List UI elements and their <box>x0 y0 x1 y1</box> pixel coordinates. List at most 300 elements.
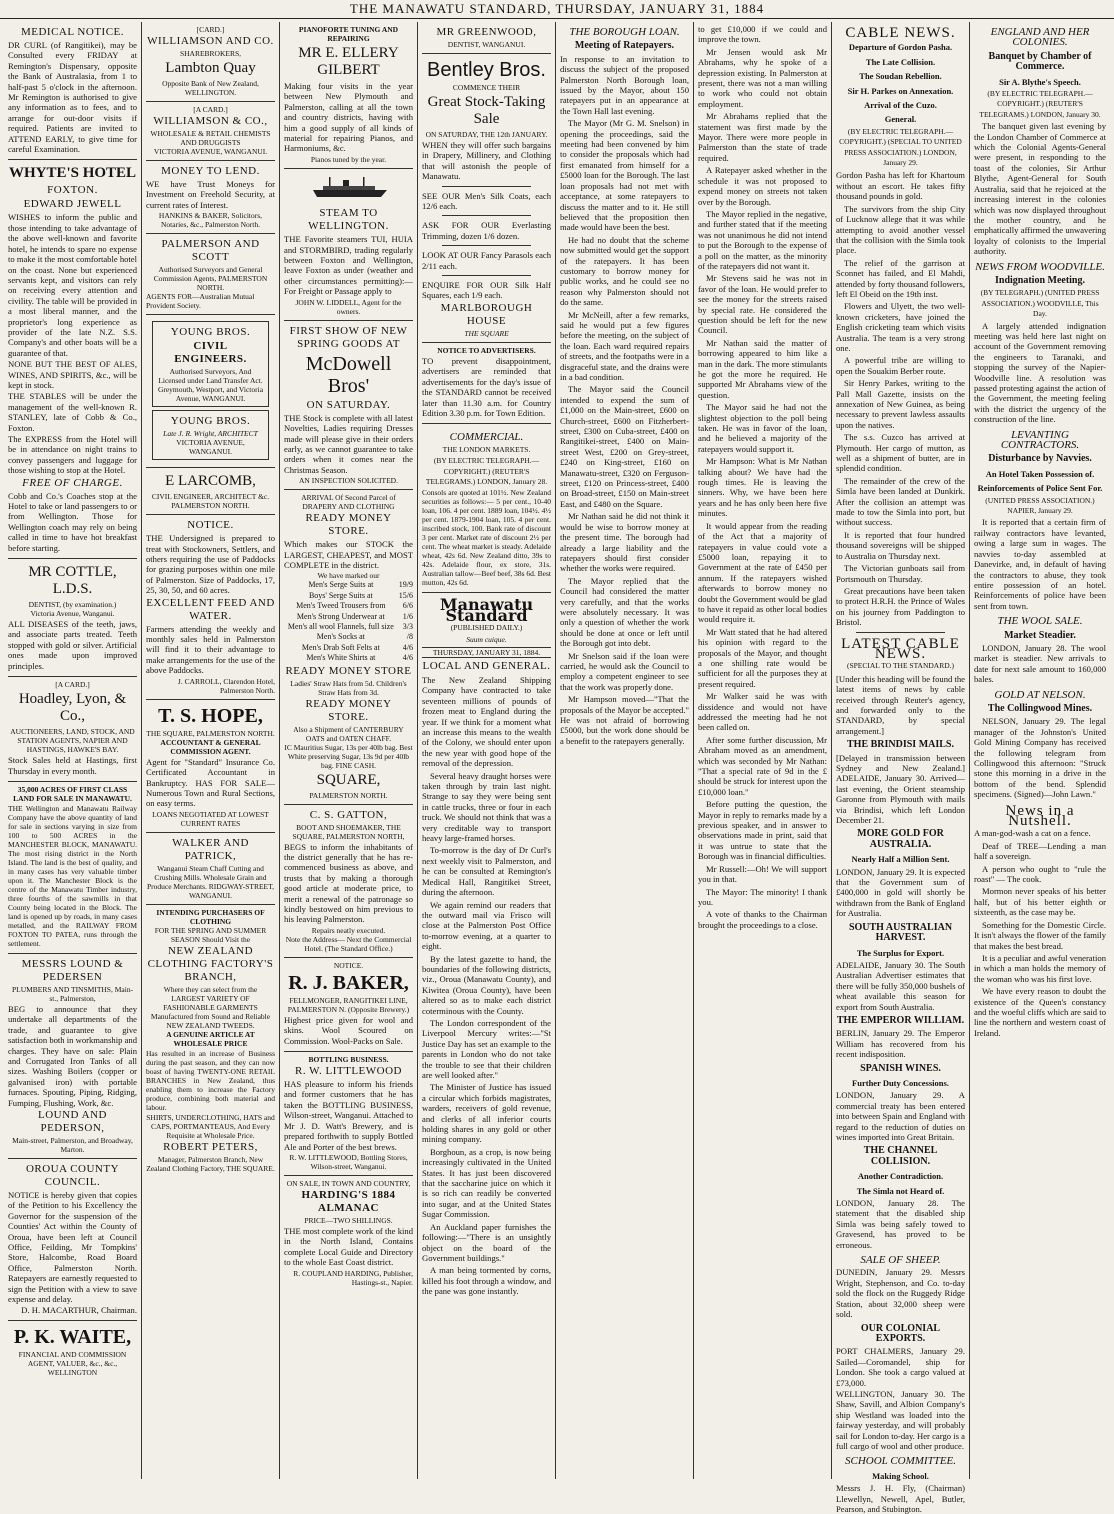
palmerson-name: PALMERSON AND SCOTT <box>161 238 260 264</box>
masthead: THE MANAWATU STANDARD, THURSDAY, JANUARY 31, 1884 <box>0 0 1114 19</box>
emperor-body: BERLIN, January 29. The Emperor William has recovered from his recent indisposition. <box>836 1028 965 1060</box>
piano-name: MR E. ELLERY GILBERT <box>298 45 399 78</box>
gatton-address: Note the Address— Next the Commercial Hotel. (The Standard Office.) <box>285 934 412 953</box>
exports-body-2: WELLINGTON, January 30. The Shaw, Savill, and Albion Company's ship Westland was loaded into the fairway yesterday, and will probably sail for London to-day. Her cargo is a full cargo of wool and other produce. <box>836 1388 965 1451</box>
ready-body: Which makes our STOCK the LARGEST, CHEAPEST, and MOST COMPLETE in the district. <box>284 539 413 570</box>
article-paragraph: In response to an invitation to discuss the subject of the proposed Palmerston North Borough loan, issued by the Mayor, about 150 ratepayers put in an appearance at the Town Hall last evening. <box>560 53 689 116</box>
cable-article <box>836 170 965 627</box>
local-heading: LOCAL AND GENERAL. <box>422 659 551 672</box>
piano-ad <box>284 22 413 169</box>
harding-sign: R. COUPLAND HARDING, Publisher, Hastings-st., Napier. <box>293 1268 413 1287</box>
banquet-heading: Banquet by Chamber of Commerce. <box>988 50 1092 73</box>
article-paragraph: Mr Hampson moved—"That the proposals of the Mayor be accepted." He was not afraid of borrowing £5000, but the work done should be a benefit to the ratepayers generally. <box>560 694 689 746</box>
channel-body: LONDON, January 28. The statement that the disabled ship Simla was being safely towed to Gravesend, has proved to be erroneous. <box>836 1198 965 1250</box>
woodville-by: (BY TELEGRAPH.) (UNITED PRESS ASSOCIATION.) WOODVILLE, This Day. <box>980 288 1100 319</box>
cable-paragraph: The relief of the garrison at Sconnet has failed, and El Mahdi, attended by forty thousand followers, left El Obeid on the 19th inst. <box>836 257 965 299</box>
mcdowell-saturday: ON SATURDAY. <box>306 398 391 411</box>
local-news-paragraph: The Minister of Justice has issued a circular which forbids magistrates, warders, receivers of gold revenue, and clerks of all inferior courts holding shares in any gold or other mining company. <box>422 1082 551 1145</box>
price-value: 15/6 <box>398 590 413 600</box>
navvies-heading: Disturbance by Navvies. <box>988 453 1092 465</box>
littlewood-sign: R. W. LITTLEWOOD, Bottling Stores, Wilson-street, Wanganui. <box>289 1152 408 1171</box>
bentley-ad <box>422 54 551 343</box>
gatton-ad <box>284 805 413 958</box>
article-paragraph: The Mayor replied in the negative, and further stated that if the meeting was not unanimous he did not intend to put the Borough to the expense of a poll on the matter, as the minority of the ratepayers did not want it. <box>698 208 827 271</box>
ad-heading: MEDICAL NOTICE. <box>20 26 125 38</box>
article-paragraph: Mr Walker said he was with dissidence and would not have addressed the meeting had he not been called on. <box>698 691 827 733</box>
cable-paragraph: It is reported that four hundred thousand sovereigns will be shipped to Australia on Thursday next. <box>836 529 965 561</box>
hotel-express: The EXPRESS from the Hotel will be in attendance on night trains to convey passengers and luggage for those wishing to stop at the Hotel. <box>8 434 137 476</box>
young-bros-body: Authorised Surveyors, And Licensed under Land Transfer Act. Greymouth, Westport, and Victoria Avenue, WANGANUI. <box>157 367 264 404</box>
local-news-paragraph: We again remind our readers that the outward mail via Frisco will close at the Palmerston Post Office to-morrow evening, at a quarter to eight. <box>422 899 551 952</box>
mcdowell-name: McDowell Bros' <box>305 352 392 397</box>
nutshell-heading: News in a Nutshell. <box>1005 802 1075 830</box>
lound-sub: PLUMBERS AND TINSMITHS, Main-st., Palmerston, <box>11 984 134 1003</box>
editorial <box>422 593 551 1302</box>
lound-sign: LOUND AND PEDERSON, <box>38 1108 107 1134</box>
larcomb-sub: CIVIL ENGINEER, ARCHITECT &c. PALMERSTON NORTH. <box>151 492 270 511</box>
oroua-body: NOTICE is hereby given that copies of the Petition to his Excellency the Governor for the suspension of the Counties' Act within the County of Oroua, have been left at Council Office, Feilding, Mr Tompkins' Store, Halcombe, Road Board Office, Palmerston North. Ratepayers are earnestly requested to sign the Petition with a view to save expense and delay. <box>8 1189 137 1305</box>
article-paragraph: A vote of thanks to the Chairman brought the proceedings to a close. <box>698 909 827 930</box>
williamson-sub: SHAREBROKERS, <box>179 49 242 58</box>
nutshell-item: Deaf of TREE—Lending a man half a sovereign. <box>974 840 1106 862</box>
article-paragraph: After some further discussion, Mr Abraham moved as an amendment, which was seconded by Mr Nathan: "That a special rate of 9d in the £ should be struck for interest upon the £10,000 loan." <box>698 734 827 797</box>
the-square: THE SQUARE <box>464 328 509 338</box>
cable-subheading: The Soudan Rebellion. <box>859 71 942 82</box>
article-paragraph: It would appear from the reading of the Act that a majority of ratepayers in value could vote a £5000 loan, repaying it to Government at the rate of £450 per annum. If the ratepayers wished afterwards to borrow money no doubt the Government would be glad to have it repaid as other local bodies would require it. <box>698 520 827 625</box>
lound-sign2: Main-street, Palmerston, and Broadway, Marton. <box>12 1135 133 1154</box>
spanish-body: LONDON, January 29. A commercial treaty has been entered into between Spain and England with regard to the reduction of duties on wines imported into Great Britain. <box>836 1090 965 1142</box>
cable-paragraph: The s.s. Cuzco has arrived at Plymouth. Her cargo of mutton, as well as a shipment of butter, are in splendid condition. <box>836 432 965 474</box>
bottling-heading: BOTTLING BUSINESS. <box>308 1055 389 1065</box>
dentist-body: ALL DISEASES of the teeth, jaws, and associate parts treated. Teeth stopped with gold or silver. Artificial ones made upon improved principles. <box>8 619 137 671</box>
williamson-name: WILLIAMSON AND CO. <box>147 35 274 47</box>
price-row <box>284 580 413 590</box>
genuine: A GENUINE ARTICLE AT WHOLESALE PRICE <box>166 1029 255 1048</box>
bentley-squares: ENQUIRE FOR OUR Silk Half Squares, each 1/9 each. <box>422 280 551 301</box>
harvest-sub: The Surplus for Export. <box>856 947 945 958</box>
local-news-paragraph: The London correspondent of the Liverpool Mercury writes:—"St Justice Day has set an example to the parents in London who do not take the trouble to see that their children are well looked after." <box>422 1017 551 1080</box>
medical-ad <box>8 22 137 160</box>
williamson-ad <box>146 22 275 102</box>
cable-subheads <box>836 42 965 124</box>
greenwood-sub: DENTIST, WANGANUI. <box>447 40 526 49</box>
feed-heading: EXCELLENT FEED AND WATER. <box>146 596 275 622</box>
sugar: IC Mauritius Sugar, 13s per 40lb bag. Best White preserving Sugar, 13s 9d per 40lb bag. FINE CASH. <box>284 742 413 770</box>
gold-heading: MORE GOLD FOR AUSTRALIA. <box>857 828 944 850</box>
harvest-heading: SOUTH AUSTRALIAN HARVEST. <box>848 921 953 944</box>
motto: Suum cuique. <box>466 634 507 644</box>
money-sign: HANKINS & BAKER, Solicitors, Notaries, &c., Palmerston North. <box>158 211 263 230</box>
peters-sub: Manager, Palmerston Branch, New Zealand Clothing Factory, THE SQUARE. <box>146 1154 275 1173</box>
cable-paragraph: The survivors from the ship City of Lucknow allege that it was while attempting to avoid another vessel that the collision with the Simla took place. <box>836 203 965 256</box>
article-paragraph: Mr Nathan said the matter of borrowing appeared to him like a man in the dark. The more stimulants he got the more he required. He supported Mr Abrahams view of the question. <box>698 337 827 400</box>
notice-body: THE Undersigned is prepared to treat with Stockowners, Settlers, and others requiring the use of Paddocks for grazing purposes within one mile of Palmerston. Size of Paddocks, 17, 25, 30, 50, and 60 acres. <box>146 533 275 596</box>
carroll-sign: J. CARROLL, Clarendon Hotel, Palmerston North. <box>177 676 275 695</box>
card-label: [A CARD.] <box>193 105 228 114</box>
commercial-heading: COMMERCIAL. <box>449 431 524 444</box>
young-bros-box <box>152 321 269 407</box>
hotel-wines: NONE BUT THE BEST OF ALES, WINES, AND SPIRITS, &c., will be kept in stock. <box>8 359 137 390</box>
local-news-paragraph: To-morrow is the day of Dr Curl's next weekly visit to Palmerston, and he can be consulted at Remington's Medical Hall, Rangitikei Street, during the afternoon. <box>422 845 551 898</box>
borough-loan-article <box>560 54 689 746</box>
article-paragraph: Mr Watt stated that he had altered his opinion with regard to the proposals of the Mayor, and thought a one shilling rate would be sufficient for all the purposes they at present required. <box>698 626 827 689</box>
first-show: FIRST SHOW OF NEW SPRING GOODS AT <box>289 324 408 350</box>
article-paragraph: The Mayor (Mr G. M. Snelson) in opening the proceedings, said the meeting had been convened by him to consider the proposals which had first emanated from himself for a £5000 loan for the Borough. The last loan proposals had not met with acceptance, at some ratepayers to discuss the matter and to it. He still believed that the proposition then made would have been the best. <box>560 118 689 233</box>
price-item: Boys' Serge Suits at <box>308 590 373 600</box>
hotel-body: WISHES to inform the public and those intending to take advantage of the above well-known and favorite hotel, he intends to spare no expense to make it the most comfortable hotel on the coast. None but experienced servants kept, and visitors can rely on receiving every attention and civility. The table will be provided in a most liberal manner, and the proprietor's long experience as provider of the late N.Z. S.S. Company's and other boats will be a guarantee of that. <box>8 212 137 358</box>
price-value: 1/6 <box>402 611 413 621</box>
markets-body: Consols are quoted at 101½. New Zealand securities as follows:— 5 per cent., 10-40 loan, 106. 4 per cent. 1889 loan, 104½. 4½ per cent. 1879-1904 loan, 105. 4 per cent. inscribed stock, 100. Bank rate of discount 3 per cent. Market rate of discount 2½ per cent. The wheat market is steady. Adelaide wheat, 42s 6d. New Zealand ditto, 39s to 42s. Adelaide flour, ex store, 31s. Australian tallow—Beef beef, 38s 6d. Best mutton, 42s 6d. <box>422 488 551 588</box>
price-list <box>284 580 413 663</box>
greenwood-ad <box>422 22 551 54</box>
bentley-silk: SEE OUR Men's Silk Coats, each 12/6 each. <box>422 190 551 212</box>
bentley-parasols: LOOK AT OUR Fancy Parasols each 2/11 each. <box>422 250 551 271</box>
young2-place: VICTORIA AVENUE, WANGANUI. <box>176 438 245 457</box>
nutshell-item: It is a peculiar and awful veneration in which a man holds the memory of the woman who was his first love. <box>974 952 1106 984</box>
shirts: SHIRTS, UNDERCLOTHING, HATS and CAPS, PORTMANTEAUS, And Every Requisite at Wholesale Price. <box>146 1112 275 1140</box>
hope-name: T. S. HOPE, <box>158 704 263 727</box>
gold-nelson-sub: The Collingwood Mines. <box>987 702 1093 714</box>
price-item: Men's White Shirts at <box>306 653 376 663</box>
gatton-name: C. S. GATTON, <box>309 808 388 821</box>
article-paragraph: He had no doubt that the scheme now submitted would get the support of the ratepayers. It has been customary to borrow money for public works, and he could see no reason why Palmerston should not do the same. <box>560 234 689 308</box>
ready-money-2: READY MONEY STORE <box>285 664 412 677</box>
local-news-paragraph: Several heavy draught horses were taken through by train last night. Strange to say they were being sent in cattle trucks, three or four in each truck. We should not think that was a very creditable way to transport heavy large-framed horses. <box>422 770 551 844</box>
price-value: 3/3 <box>402 621 413 631</box>
reinforce-heading: Reinforcements of Police Sent For. <box>977 483 1103 494</box>
channel-sub: Another Contradiction. <box>857 1171 944 1182</box>
lound-heading: MESSRS LOUND & PEDERSEN <box>21 957 124 983</box>
mcdowell-body: THE Stock is complete with all latest Novelties, Ladies requiring Dresses made will please give in their orders early, as we cannot guarantee to take orders when it comes near the Christmas Season. <box>284 412 413 475</box>
column-5 <box>556 22 694 1479</box>
price-value: 6/6 <box>402 601 413 611</box>
intending: INTENDING PURCHASERS OF CLOTHING <box>156 907 265 926</box>
loans: LOANS NEGOTIATED AT LOWEST CURRENT RATES <box>152 809 269 828</box>
almanac-title: HARDING'S 1884 ALMANAC <box>301 1188 396 1214</box>
young2-sub: Late J. R. Wright, ARCHITECT <box>163 429 258 439</box>
brindisi-heading: THE BRINDISI MAILS. <box>847 739 954 751</box>
column-1 <box>4 22 142 1479</box>
nutshell-item: Mormon never speaks of his better half, but of his better eighth or sixteenth, as the case may be. <box>974 886 1106 918</box>
waite-ad <box>8 1321 137 1381</box>
price-row <box>284 632 413 642</box>
article-paragraph: A Ratepayer asked whether in the schedule it was not proposed to expend money on streets not taken over by the Borough. <box>698 165 827 207</box>
bottling-ad <box>284 1052 413 1176</box>
steamship-icon <box>309 174 389 202</box>
emperor-heading: THE EMPEROR WILLIAM. <box>836 1014 965 1026</box>
feed-body: Farmers attending the weekly and monthly sales held in Palmerston will find it to their advantage to make arrangements for the use of the above Paddocks. <box>146 623 275 676</box>
williamson2-sub: WHOLESALE & RETAIL CHEMISTS AND DRUGGISTS <box>150 129 271 147</box>
littlewood-body: HAS pleasure to inform his friends and former customers that he has taken the BOTTLING BUSINESS, Wilson-street, Wanganui. Attached to Mr J. D. Watt's Brewery, and is prepared forthwith to supply Bottled Ale and Porter of the best brews. <box>284 1079 413 1152</box>
bentley-commence: COMMENCE THEIR <box>452 83 521 92</box>
divider <box>856 632 945 633</box>
issue-date: THURSDAY, JANUARY 31, 1884. <box>422 647 551 658</box>
we-have: We have marked our <box>317 571 380 581</box>
harvest-body: ADELAIDE, January 30. The South Australian Advertiser estimates that there will be fully 350,000 bushels of wheat available this season for export from South Australia. <box>836 959 965 1012</box>
article-paragraph: The Mayor replied that the Council had considered the matter very carefully, and that the works were absolutely necessary. It was only a question of whether the work should be done at once or left until the Borough got into debt. <box>560 575 689 649</box>
gold-body: LONDON, January 29. It is expected that the Government sum of £400,000 in gold will shortly be withdrawn from the Bank of England for Australia. <box>836 866 965 919</box>
hoadley-body: Stock Sales held at Hastings, first Thursday in every month. <box>8 755 137 776</box>
baker-name: R. J. BAKER, <box>288 971 409 994</box>
genuine-body: Has resulted in an increase of Business during the past season, and they can now boast of having TWENTY-ONE RETAIL BRANCHES in New Zealand, thus enabling them to increase the Factory produce, combining both material and labour. <box>146 1048 275 1112</box>
bentley-stocktaking: Great Stock-Taking Sale <box>427 94 546 127</box>
oroua-sign: D. H. MACARTHUR, Chairman. <box>21 1305 137 1316</box>
hope-body: Agent for "Standard" Insurance Co. Certificated Accountant in Bankruptcy. HAS FOR SALE—Numerous Town and Rural Sections, on easy terms. <box>146 756 275 809</box>
ready-money-3: READY MONEY STORE. <box>305 697 392 723</box>
palmerson-note: AGENTS FOR—Australian Mutual Provident Society. <box>146 292 255 311</box>
land-body: THE Wellington and Manawatu Railway Company have the above quantity of land for sale in sections varying in size from 100 to 500 ACRES in the MANCHESTER BLOCK, MANAWATU. The most rising district in the North Island. The land is the best of quality, and in many cases has very valuable timber upon it. The Manchester Block is the centre of the Manawatu Timber industry, three fourths of the sawmills in that County being located in the Block. The land is opened up by roads, in many cases metalled, and the RAILWAY FROM FOXTON TO PATEA, runs through the settlement. <box>8 803 137 948</box>
cable-paragraph: A powerful tribe are willing to open the Souakim Berber route. <box>836 355 965 376</box>
baker-ad <box>284 958 413 1052</box>
hope-ad <box>146 700 275 833</box>
larcomb-name: E LARCOMB, <box>165 473 256 490</box>
borough-loan-continued <box>698 24 827 930</box>
school-body: Messrs J. H. Fly, (Chairman) Llewellyn, Newell, Apel, Butler, Pearson, and Stubington. <box>836 1483 965 1514</box>
local-news-paragraph: By the latest gazette to hand, the boundaries of the following districts, viz., Oroua (Manawatu County), and Kiwitea (Oroua County), have been altered so as to make each district coterminous with the County. <box>422 953 551 1016</box>
article-paragraph: Mr Jensen would ask Mr Abrahams, why he spoke of a depression existing. In Palmerston at present, there was not a man willing to work who could not obtain employment. <box>698 46 827 109</box>
hotel-ad <box>8 160 137 559</box>
latest-sub: (SPECIAL TO THE STANDARD.) <box>846 661 955 671</box>
price-row <box>284 601 413 611</box>
local-news-paragraph: A man being tormented by corns, killed his foot through a window, and the pane was gone instantly. <box>422 1265 551 1297</box>
gatton-repairs: Repairs neatly executed. <box>311 925 386 935</box>
navvies-body: It is reported that a certain firm of railway contractors have levanted, owing a large sum in wages. The navvies to-day assembled at Danevirke, and, in default of having the contractors to abuse, they took entire possession of an hotel. Reinforcements of police have been sent from town. <box>974 517 1106 611</box>
article-paragraph: Mr Snelson said if the loan were carried, he would ask the Council to employ a competent engineer to see that the work was properly done. <box>560 650 689 692</box>
marlborough: MARLBOROUGH HOUSE <box>440 301 533 327</box>
gatton-body: BEGS to inform the inhabitants of the district generally that he has re-commenced business as above, and trusts that by making a thorough good article at moderate price, to merit a renewal of the patronage so kindly bestowed on him previous to his leaving Palmerston. <box>284 841 413 925</box>
notice-heading: NOTICE. <box>187 519 234 532</box>
cable-paragraph: Gordon Pasha has left for Khartoum without an escort. He takes fifty thousand pounds in gold. <box>836 170 965 202</box>
lound-body: BEG to announce that they undertake all departments of the trade, and guarantee to give satisfaction both in workmanship and charges. They have on sale: Plain and Corrugated Iron Tanks of all sizes. Washing Boilers (copper or galvanised iron) with portable furnaces. Spouting, Piping, Ridging, Fumping, Flushing, Work, &c. <box>8 1003 137 1108</box>
bentley-trimming: ASK FOR OUR Everlasting Trimming, dozen 1/6 dozen. <box>422 220 551 241</box>
article-paragraph: Mr Nathan said he did not think it would be wise to borrow money at the present time. The borough had already a large liability and the ratepayers should first consider whether the works were required. <box>560 511 689 574</box>
divider <box>442 215 531 216</box>
free-body: Cobb and Co.'s Coaches stop at the Hotel to take or land passengers to or from Wellington. Those for Wellington coach may rely on being called in time to have hot breakfast before starting. <box>8 490 137 553</box>
price-item: Men's Tweed Trousers from <box>296 601 386 611</box>
cable-paragraph: Flowers and Ulyett, the two well-known cricketers, have joined the English cricketing team which visits Australia. The team is a very strong one. <box>836 301 965 353</box>
article-paragraph: The Mayor: The minority! I thank you. <box>698 886 827 907</box>
price-row <box>284 591 413 601</box>
article-paragraph: Mr Russell:—Oh! We will support you in that. <box>698 863 827 885</box>
land-heading: 35,000 ACRES OF FIRST CLASS LAND FOR SALE IN MANAWATU. <box>13 784 132 803</box>
arrival: ARRIVAL Of Second Parcel of DRAPERY AND CLOTHING <box>301 493 396 512</box>
spanish-sub: Further Duty Concessions. <box>852 1077 949 1088</box>
nutshell-item: A person who ought to "rule the roast" — The cook. <box>974 863 1106 885</box>
piano-heading: PIANOFORTE TUNING AND REPAIRING <box>298 25 399 43</box>
hotel-owner: EDWARD JEWELL <box>23 198 122 211</box>
hotel-place: FOXTON. <box>47 184 98 197</box>
commercial-section <box>422 424 551 593</box>
column-4 <box>418 22 556 1479</box>
local-news-paragraph: Borghoun, as a crop, is now being increasingly cultivated in the United States. It has just been discovered that the saccharine juice on which it is so rich can readily be converted into sugar, and at the United States Sugar Commission. <box>422 1146 551 1220</box>
baker-sub: FELLMONGER, RANGITIKEI LINE, PALMERSTON N. (Opposite Brewery.) <box>287 995 410 1014</box>
cable-subheading: Sir H. Parkes on Annexation. <box>847 85 954 96</box>
cable-paragraph: The Victorian gunboats sail from Portsmouth on Thursday. <box>836 563 965 584</box>
cable-heading: CABLE NEWS. <box>845 25 956 41</box>
price-item: Men's Strong Underwear at <box>296 611 385 621</box>
free-heading: FREE OF CHARGE. <box>22 476 123 489</box>
baker-body: Highest price given for wool and skins. Wool Scoured on Commission. Wool-Packs on Sale. <box>284 1014 413 1046</box>
nutshell-item: We have every reason to doubt the existence of the Queen's constancy and the woeful cliffs which are said to line the northern and western coast of Ireland. <box>974 986 1106 1038</box>
england-heading: ENGLAND AND HER COLONIES. <box>990 26 1090 49</box>
school-sub: Making School. <box>872 1470 929 1481</box>
borough-loan-heading: THE BOROUGH LOAN. <box>569 26 680 38</box>
dentist-ad <box>8 559 137 677</box>
sheep-body: DUNEDIN, January 29. Messrs Wright, Stephenson, and Co. to-day sold the flock on the Ruggedy Ridge Station, about 32,000 sheep were sold. <box>836 1267 965 1320</box>
school-heading: SCHOOL COMMITTEE. <box>844 1455 957 1468</box>
hope-role: ACCOUNTANT & GENERAL COMMISSION AGENT. <box>160 737 261 756</box>
markets-heading: THE LONDON MARKETS. <box>442 444 531 454</box>
channel-sub2: The Simla not Heard of. <box>856 1185 945 1196</box>
ready-money-ad <box>284 490 413 804</box>
square-sub: PALMERSTON NORTH. <box>309 790 388 800</box>
walker-name: WALKER AND PATRICK, <box>172 836 249 862</box>
navvies-sub: An Hotel Taken Possession of. <box>985 468 1095 479</box>
article-paragraph: Mr Hampson: What is Mr Nathan talking about? We have had the rough times. He is leaving the sinners. Why, we have been here years and he has only been here five minutes. <box>698 456 827 519</box>
walker-body: Wanganui Steam Chaff Cutting and Crushing Mills. Wholesale Grain and Produce Merchants. RIDGWAY-STREET, WANGANUI. <box>146 863 275 900</box>
oroua-heading: OROUA COUNTY COUNCIL. <box>25 1162 120 1188</box>
price-row <box>284 643 413 653</box>
onsale: ON SALE, IN TOWN AND COUNTRY, <box>286 1178 411 1188</box>
exports-body: PORT CHALMERS, January 29. Sailed—Coromandel, ship for London. She took a cargo valued at £73,000. <box>836 1346 965 1388</box>
divider <box>442 275 531 276</box>
price-value: 19/9 <box>398 580 413 590</box>
advertisers-body: TO prevent disappointment, advertisers are reminded that advertisements for the day's issue of the STANDARD cannot be received later than 11.30 a.m. for Country Edition 3.30 p.m. for Town Edition. <box>422 355 551 418</box>
dentist-name: MR COTTLE, L.D.S. <box>28 564 117 598</box>
land-ad <box>8 782 137 954</box>
borough-loan-sub: Meeting of Ratepayers. <box>574 40 675 52</box>
ready2-items: Ladies' Straw Hats from 5d. Children's Straw Hats from 3d. <box>290 678 407 697</box>
nz-clothing: NEW ZEALAND CLOTHING FACTORY'S BRANCH, <box>147 944 274 983</box>
brindisi-body: [Delayed in transmission between Sydney and New Zealand.] ADELAIDE, January 30. Arrived—last evening, the Orient steamship Garonne from Plymouth with mails via Brindisi, which left London December 21. <box>836 752 965 826</box>
nutshell-item: A man-god-wash a cat on a fence. <box>974 828 1091 839</box>
article-paragraph: Mr Stevens said he was not in favor of the loan. He would prefer to see the money for the streets raised by special rate. He considered the question should be left for the new Council. <box>698 273 827 336</box>
column-8 <box>970 22 1110 1479</box>
almanac-price: PRICE—TWO SHILLINGS. <box>304 1215 393 1225</box>
cable-subheading: The Late Collision. <box>865 56 936 67</box>
nutshell-item: Something for the Domestic Circle. It isn't always the flower of the family that makes the best bread. <box>974 919 1106 951</box>
price-value: 4/6 <box>402 642 413 652</box>
palmerson-ad <box>146 234 275 315</box>
woodville-body: A largely attended indignation meeting was held here last night on account of the Government removing the engineers to Taranaki, and stopping the survey of the Napier-Woodville line. A resolution was passed protesting against the action of the Government, the meeting feeling with the district the urgency of the construction of the line. <box>974 320 1106 425</box>
advertisers-notice <box>422 343 551 424</box>
paddock-notice-ad <box>146 515 275 699</box>
published: (PUBLISHED DAILY.) <box>450 623 523 633</box>
price-row <box>284 653 413 663</box>
channel-heading: THE CHANNEL COLLISION. <box>863 1145 938 1167</box>
williamson-chemists-ad <box>146 102 275 161</box>
local-news-paragraph: An Auckland paper furnishes the following:—"There is an unsightly object on the board of the Government buildings." <box>422 1221 551 1263</box>
hope-sub: THE SQUARE, PALMERSTON NORTH. <box>146 728 275 738</box>
bentley-name: Bentley Bros. <box>427 59 546 81</box>
lambton-sub: Opposite Bank of New Zealand, WELLINGTON. <box>162 79 259 97</box>
woodville-heading: NEWS FROM WOODVILLE. <box>975 260 1105 273</box>
young-bros-ad <box>146 315 275 468</box>
palmerson-sub: Authorised Surveyors and General Commission Agents, PALMERSTON NORTH. <box>153 265 268 293</box>
cable-subheading: General. <box>884 114 917 125</box>
lambton-quay: Lambton Quay <box>165 60 256 76</box>
square: SQUARE, <box>316 771 381 788</box>
almanac-body: THE most complete work of the kind in the North Island, Contains complete Local Guide and Directory to the whole East Coast district. <box>284 1225 413 1268</box>
greenwood-name: MR GREENWOOD, <box>436 26 537 38</box>
steam-sign: JOHN W. LIDDELL, Agent for the owners. <box>295 297 402 316</box>
young-bros-architect-box <box>152 410 269 460</box>
bentley-body: WHEN they will offer such bargains in Drapery, Millinery, and Clothing that will astonish the people of Manawatu. <box>422 140 551 182</box>
blythe-heading: Sir A. Blythe's Speech. <box>999 76 1081 87</box>
intending-sub: FOR THE SPRING AND SUMMER SEASON Should Visit the <box>154 925 267 944</box>
column-3 <box>280 22 418 1479</box>
latest-heading: LATEST CABLE NEWS. <box>841 635 960 662</box>
hoadley-sub: AUCTIONEERS, LAND, STOCK, AND STATION AGENTS, NAPIER AND HASTINGS, HAWKE'S BAY. <box>10 727 135 755</box>
cable-paragraph: Sir Henry Parkes, writing to the Pall Mall Gazette, insists on the annexation of New Guinea, as being necessary to prevent lawless assaults upon the natives. <box>836 378 965 430</box>
gatton-sub: BOOT AND SHOEMAKER, THE SQUARE, PALMERSTON NORTH, <box>292 822 405 841</box>
indignation-heading: Indignation Meeting. <box>994 274 1085 286</box>
column-7 <box>832 22 970 1514</box>
walker-ad <box>146 833 275 905</box>
money-body: WE have Trust Moneys for Investment on Freehold Security, at current rates of Interest. <box>146 179 275 210</box>
wool-body: LONDON, January 28. The wool market is steadier. New arrivals to date for next sale amount to 160,000 bales. <box>974 642 1106 685</box>
wool-heading: THE WOOL SALE. <box>997 615 1083 628</box>
steam-heading: STEAM TO WELLINGTON. <box>308 207 389 233</box>
price-item: Men's Serge Suits at <box>308 580 374 590</box>
williamson2-place: VICTORIA AVENUE, WANGANUI. <box>153 147 268 156</box>
paper-title: Manawatu Standard <box>439 595 534 625</box>
wool-sub: Market Steadier. <box>1004 629 1076 641</box>
england-by: (BY ELECTRIC TELEGRAPH.—COPYRIGHT.) (REUTER'S TELEGRAMS.) LONDON, January 30. <box>979 89 1101 119</box>
article-paragraph: Mr Abrahams replied that the statement was first made by the Mayor. There were more people in Palmerston than the state of trade required. <box>698 111 827 163</box>
cable-paragraph: The remainder of the crew of the Simla have been landed at Dunkirk. After the collision an attempt was made to tow the Simla into port, but without success. <box>836 475 965 528</box>
lound-ad <box>8 954 137 1159</box>
almanac-ad <box>284 1176 413 1291</box>
hotel-stables: THE STABLES will be under the management of the well-known R. STANLEY, late of Cobb & Co., Foxton. <box>8 391 137 433</box>
ad-body: DR CURL (of Rangitikei), may be Consulted every FRIDAY at Remington's Dispensary, opposite the Bank of Australasia, from 1 to half-past 5 o'clock in the afternoon. Mr Remington is authorised to give any information as to fees, and to arrange for out-door visits if required. Patients are invited to ATTEND EARLY, to give time for careful Examination. <box>8 40 137 155</box>
price-row <box>284 622 413 632</box>
divider <box>442 186 531 187</box>
civil-engineers: CIVIL ENGINEERS. <box>174 340 247 366</box>
card-label: [A CARD.] <box>55 680 90 690</box>
divider <box>442 245 531 246</box>
local-news-paragraph: The New Zealand Shipping Company have contracted to take seventeen millions of pounds of frozen meat to England during the year. If we think for a moment what an increase this means to the wealth of the Colony, we should enter upon the new year with good hope of the removal of the depression. <box>422 674 551 769</box>
piano-tuned: Pianos tuned by the year. <box>310 154 387 164</box>
bentley-date: ON SATURDAY, THE 12th JANUARY. <box>425 130 548 139</box>
advertisers-heading: NOTICE TO ADVERTISERS. <box>437 345 536 355</box>
ready-money: READY MONEY STORE. <box>305 512 392 538</box>
price-row <box>284 612 413 622</box>
mcdowell-inspection: AN INSPECTION SOLICITED. <box>299 476 398 486</box>
exports-heading: OUR COLONIAL EXPORTS. <box>860 1322 941 1344</box>
clothing-ad <box>146 905 275 1177</box>
column-6 <box>694 22 832 1479</box>
steam-ad <box>284 169 413 321</box>
article-paragraph: The Mayor said the Council intended to expend the sum of £1,000 on the Main-street, £600 on Church-street, £600 on Fitzherbert-street, £300 on Cuba-street, £400 on Rangitikei-street, £400 on Main-street West, £200 on Grey-street, £240 on King-street, £160 on Manawatu-street, £320 on Ferguson-street, £120 on Princess-street, £400 on Broad-street, £150 on Main-street East, and £480 on the Square. <box>560 384 689 509</box>
cable-by: (BY ELECTRIC TELEGRAPH.—COPYRIGHT.) (SPECIAL TO UNITED PRESS ASSOCIATION.) LONDON, January 29. <box>839 126 962 168</box>
nz-body: Where they can select from the LARGEST VARIETY OF FASHIONABLE GARMENTS Manufactured from Sound and Reliable NEW ZEALAND TWEEDS. <box>150 984 271 1030</box>
baker-notice: NOTICE. <box>333 960 364 970</box>
hotel-name: WHYTE'S HOTEL <box>8 165 137 182</box>
gold-nelson-heading: GOLD AT NELSON. <box>994 688 1086 701</box>
waite-name: P. K. WAITE, <box>13 1325 132 1348</box>
williamson2-name: WILLIAMSON & CO., <box>153 115 268 127</box>
sheep-heading: SALE OF SHEEP. <box>860 1254 941 1267</box>
young2-name: YOUNG BROS. <box>170 415 251 428</box>
gold-nelson-body: NELSON, January 29. The legal manager of the Johnston's United Gold Mining Company has received the following telegram from Collingwood this afternoon: "Struck stone this morning in a drive in the bottom of the bend. Splendid specimens. (Signed)—John Lawn." <box>974 716 1106 800</box>
gold-sub: Nearly Half a Million Sent. <box>851 854 950 865</box>
column-2 <box>142 22 280 1479</box>
hoadley-name: Hoadley, Lyon, & Co., <box>18 691 127 725</box>
piano-body: Making four visits in the year between New Plymouth and Palmerston, calling at all the town and country districts, having with him a good supply of all kinds of material for repairing Pianos, and Harmoniums, &c. <box>284 81 413 154</box>
young-bros-name: YOUNG BROS. <box>170 326 251 339</box>
nutshell-items <box>974 828 1106 1038</box>
